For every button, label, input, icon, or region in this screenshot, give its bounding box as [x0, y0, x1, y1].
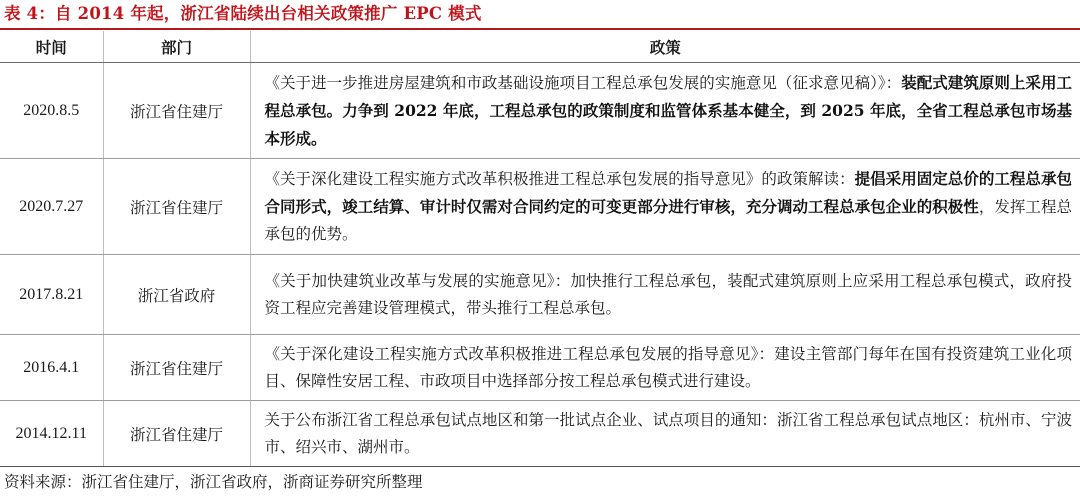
row-department: 浙江省住建厅: [103, 63, 250, 159]
table-header-row: [0, 31, 1080, 63]
row-date: 2017.8.21: [0, 255, 103, 335]
row-policy: [250, 255, 1080, 335]
row-department: 浙江省住建厅: [103, 335, 250, 401]
table-row: [0, 159, 1080, 255]
policy-plain-text: 《关于深化建设工程实施方式改革积极推进工程总承包发展的指导意见》的政策解读：: [264, 170, 855, 188]
table-caption: 表 4：自 2014 年起，浙江省陆续出台相关政策推广 EPC 模式: [4, 4, 482, 23]
table-row: [0, 335, 1080, 401]
policy-plain-text: 《关于深化建设工程实施方式改革积极推进工程总承包发展的指导意见》：建设主管部门每年在国有投资建筑工业化项目、保障性安居工程、市政项目中选择部分按工程总承包模式进行建设。: [264, 344, 1072, 390]
row-policy: [250, 335, 1080, 401]
row-date: 2016.4.1: [0, 335, 103, 401]
row-policy: [250, 159, 1080, 255]
policy-tail-text: ，发挥工程总承包的优势。: [264, 198, 1072, 243]
table-row: [0, 63, 1080, 159]
footer-rule: [0, 466, 1080, 467]
policy-bold-text: 装配式建筑原则上采用工程总承包。力争到 2022 年底，工程总承包的政策制度和监管体系基本健全，到 2025 年底，全省工程总承包市场基本形成。: [264, 72, 1072, 148]
policy-plain-text: 《关于加快建筑业改革与发展的实施意见》：加快推行工程总承包，装配式建筑原则上应采用工程总承包模式，政府投资工程应完善建设管理模式，带头推行工程总承包。: [264, 271, 1072, 317]
table-row: [0, 401, 1080, 467]
header-policy: 政策: [250, 31, 1080, 63]
policy-plain-text: 关于公布浙江省工程总承包试点地区和第一批试点企业、试点项目的通知：浙江省工程总承包试点地区：杭州市、宁波市、绍兴市、湖州市。: [264, 410, 1072, 456]
row-department: 浙江省住建厅: [103, 401, 250, 467]
row-date: 2020.7.27: [0, 159, 103, 255]
row-date: 2014.12.11: [0, 401, 103, 467]
source-note: 资料来源：浙江省住建厅，浙江省政府，浙商证券研究所整理: [4, 473, 423, 491]
policy-table: [0, 31, 1080, 467]
table-row: [0, 255, 1080, 335]
row-policy: [250, 63, 1080, 159]
row-department: 浙江省住建厅: [103, 159, 250, 255]
row-date: 2020.8.5: [0, 63, 103, 159]
caption-rule: [0, 28, 1080, 30]
row-policy: [250, 401, 1080, 467]
header-time: 时间: [0, 31, 103, 63]
row-department: 浙江省政府: [103, 255, 250, 335]
policy-bold-text: 提倡采用固定总价的工程总承包合同形式，竣工结算、审计时仅需对合同约定的可变更部分进行审核，充分调动工程总承包企业的积极性: [264, 169, 1072, 216]
policy-plain-text: 《关于进一步推进房屋建筑和市政基础设施项目工程总承包发展的实施意见（征求意见稿）》：: [264, 73, 902, 92]
header-department: 部门: [103, 31, 250, 63]
